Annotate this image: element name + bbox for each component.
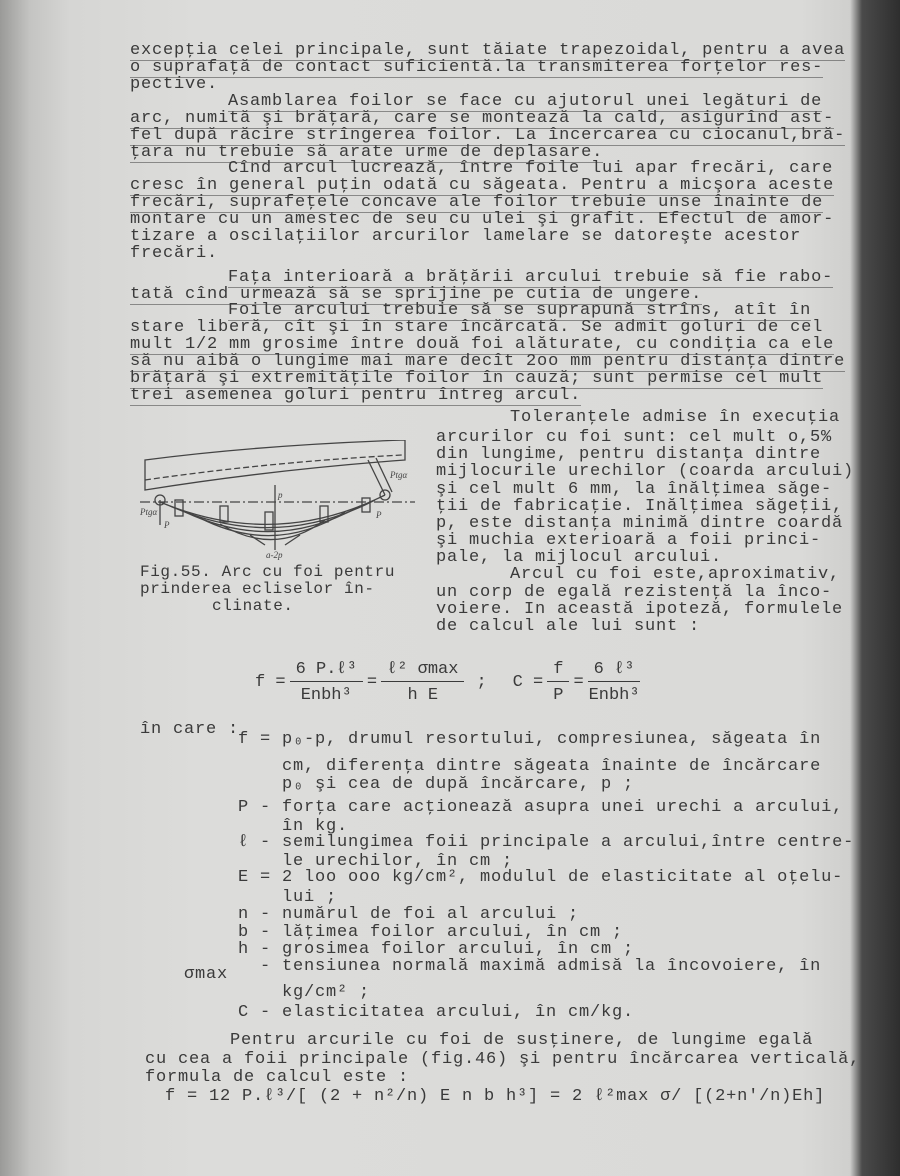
formula-part: f = <box>255 673 286 692</box>
text-line: Foile arcului trebuie să se suprapună strîns, atît în <box>228 301 812 320</box>
text-line: o suprafaţă de contact suficientă.la transmiterea forţelor res- <box>130 58 824 77</box>
def-text: 2 loo ooo kg/cm², modulul de elasticitate al oţelu- <box>282 868 844 887</box>
figure-label: a-2p <box>266 550 283 560</box>
def-text: în kg. <box>282 817 349 836</box>
text-line: mijlocurile urechilor (coarda arcului) <box>436 462 855 481</box>
text-line: cu cea a foii principale (fig.46) şi pentru încărcarea verticală, <box>145 1050 861 1069</box>
text-line: tizare a oscilaţiilor arcurilor lamelare se datoreşte acestor <box>130 227 802 246</box>
denominator: Enbh³ <box>300 686 352 705</box>
def-text: cm, diferenţa dintre săgeata înainte de încărcare <box>282 757 822 776</box>
numerator: f <box>547 660 569 682</box>
formula-deflection <box>255 660 644 705</box>
text-line: Arcul cu foi este,aproximativ, <box>510 565 841 584</box>
def-symbol: f = <box>238 730 272 749</box>
text-line: stare liberă, cît şi în stare încărcată. Se admit goluri de cel <box>130 318 824 337</box>
figure-caption: prinderea ecliselor în- <box>140 580 375 598</box>
text-line: voiere. In această ipoteză, formulele <box>436 600 844 619</box>
text-line: Asamblarea foilor se face cu ajutorul unei legături de <box>228 92 823 111</box>
figure-caption: Fig.55. Arc cu foi pentru <box>140 563 396 581</box>
def-text: forţa care acţionează asupra unei urechi a arcului, <box>282 798 844 817</box>
def-symbol: h - <box>238 940 272 959</box>
text-line: ţara nu trebuie să arate urme de deplasare. <box>130 143 604 162</box>
denominator: Enbh³ <box>588 686 640 705</box>
text-line: trei asemenea goluri pentru întreg arcul. <box>130 386 582 405</box>
formula-vertical-load: f = 12 P.ℓ³/[ (2 + n²/n) E n b h³] = 2 ℓ²max σ/ [(2+n'/n)Eh] <box>165 1087 826 1106</box>
def-text: elasticitatea arcului, în cm/kg. <box>282 1003 635 1022</box>
figure-label: Ptgα <box>140 507 158 517</box>
text-line: mult 1/2 mm grosime între două foi alăturate, cu condiţia ca ele <box>130 335 835 354</box>
def-symbol: ℓ - <box>238 833 272 852</box>
formula-part: = <box>366 673 378 692</box>
formula-part: C = <box>512 673 544 692</box>
numerator: 6 P.ℓ³ <box>290 660 363 682</box>
numerator: 6 ℓ³ <box>588 660 641 682</box>
text-line: p, este distanţa minimă dintre coardă <box>436 514 844 533</box>
def-symbol: C - <box>238 1003 272 1022</box>
text-line: Toleranţele admise în execuţia <box>510 408 841 427</box>
formula-part: ; <box>476 673 487 692</box>
def-symbol: σmax <box>184 965 229 984</box>
text-line: de calcul ale lui sunt : <box>436 617 701 636</box>
text-line: ţii de fabricaţie. Inălţimea săgeţii, <box>436 497 844 516</box>
fraction <box>547 660 569 705</box>
formula-part: = <box>573 673 584 692</box>
in-care-label: în care : <box>140 720 240 739</box>
text-line: frecări, suprafeţele concave ale foilor trebuie unse înainte de <box>130 193 824 212</box>
figure-label: P <box>376 510 382 520</box>
denominator: P <box>553 686 564 705</box>
text-line: Faţa interioară a brăţării arcului trebuie să fie rabo- <box>228 268 834 287</box>
denominator: h E <box>407 686 439 705</box>
text-line: arc, numită şi brăţară, care se montează la cald, asigurînd ast- <box>130 109 835 128</box>
text-line: şi cel mult 6 mm, la înălţimea săge- <box>436 480 833 499</box>
fraction <box>381 660 464 705</box>
text-line: formula de calcul este : <box>145 1068 410 1087</box>
def-text: - tensiunea normală maximă admisă la încovoiere, în <box>260 957 822 976</box>
text-line: să nu aibă o lungime mai mare decît 2oo mm pentru distanţa dintre <box>130 352 846 371</box>
def-symbol: P - <box>238 798 272 817</box>
def-text: p₀-p, drumul resortului, compresiunea, săgeata în <box>282 730 822 749</box>
text-line: brăţară şi extremităţile foilor în cauză; sunt permise cel mult <box>130 369 824 388</box>
def-text: lui ; <box>282 888 338 907</box>
text-line: frecări. <box>130 244 219 263</box>
def-text: numărul de foi al arcului ; <box>282 905 580 924</box>
def-symbol: b - <box>238 923 272 942</box>
text-line: Pentru arcurile cu foi de susţinere, de lungime egală <box>230 1031 814 1050</box>
def-symbol: n - <box>238 905 272 924</box>
def-text: le urechilor, în cm ; <box>282 852 514 871</box>
text-line: un corp de egală rezistenţă la înco- <box>436 583 833 602</box>
def-symbol: E = <box>238 868 272 887</box>
figure-label: P <box>164 520 170 530</box>
text-line: pale, la mijlocul arcului. <box>436 548 723 567</box>
text-line: arcurilor cu foi sunt: cel mult o,5% <box>436 428 833 447</box>
figure-label: p <box>278 490 283 500</box>
def-text: grosimea foilor arcului, în cm ; <box>282 940 635 959</box>
leaf-spring-figure <box>140 440 415 560</box>
def-text: kg/cm² ; <box>282 983 371 1002</box>
figure-label: Ptgα <box>390 470 408 480</box>
text-line: excepţia celei principale, sunt tăiate trapezoidal, pentru a avea <box>130 41 846 60</box>
def-text: p₀ şi cea de după încărcare, p ; <box>282 775 635 794</box>
text-line: din lungime, pentru distanţa dintre <box>436 445 822 464</box>
text-line: pective. <box>130 75 219 94</box>
def-text: semilungimea foii principale a arcului,între centre- <box>282 833 855 852</box>
text-line: tată cînd urmează să se sprijine pe cutia de ungere. <box>130 285 703 304</box>
text-line: Cînd arcul lucrează, între foile lui apar frecări, care <box>228 159 834 178</box>
fraction <box>588 660 641 705</box>
def-text: lăţimea foilor arcului, în cm ; <box>282 923 624 942</box>
text-line: cresc în general puţin odată cu săgeata. Pentru a micşora aceste <box>130 176 835 195</box>
figure-caption: clinate. <box>212 597 294 615</box>
text-line: fel după răcire strîngerea foilor. La încercarea cu ciocanul,bră- <box>130 126 846 145</box>
text-line: montare cu un amestec de seu cu ulei şi grafit. Efectul de amor- <box>130 210 835 229</box>
text-line: şi muchia exterioară a foii princi- <box>436 531 822 550</box>
numerator: ℓ² σmax <box>381 660 464 682</box>
fraction <box>290 660 363 705</box>
